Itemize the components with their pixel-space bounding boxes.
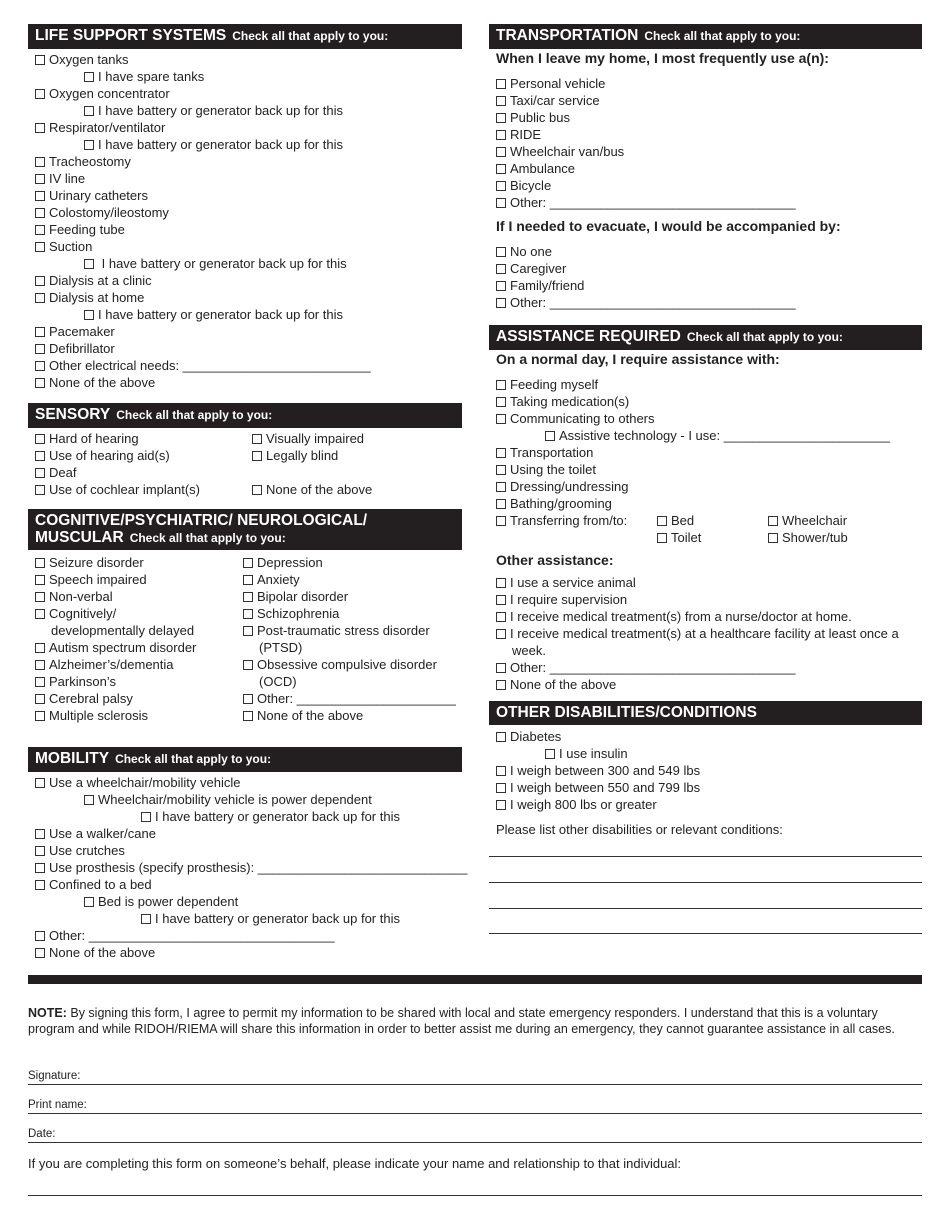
checkbox-item[interactable]: Pacemaker <box>35 323 115 340</box>
checkbox-item[interactable]: Use prosthesis (specify prosthesis): _____________________________ <box>35 859 467 876</box>
checkbox-item[interactable]: I have battery or generator back up for this <box>84 136 343 153</box>
date-label: Date: <box>28 1128 56 1140</box>
checkbox-item[interactable]: None of the above <box>35 944 155 961</box>
checkbox-item[interactable]: Public bus <box>496 109 570 126</box>
checkbox[interactable] <box>35 378 45 388</box>
checkbox[interactable] <box>496 612 506 622</box>
print-name-field[interactable] <box>28 1098 922 1114</box>
divider-bar <box>28 975 922 984</box>
checkbox-item[interactable]: I have battery or generator back up for this <box>84 255 347 272</box>
checkbox-item[interactable]: None of the above <box>252 481 372 498</box>
checkbox[interactable] <box>35 191 45 201</box>
checkbox[interactable] <box>35 276 45 286</box>
checkbox[interactable] <box>496 164 506 174</box>
checkbox[interactable] <box>35 677 45 687</box>
checkbox[interactable] <box>141 914 151 924</box>
checkbox-item[interactable]: Shower/tub <box>768 529 848 546</box>
checkbox-item[interactable]: Wheelchair/mobility vehicle is power dependent <box>84 791 372 808</box>
checkbox-item[interactable]: IV line <box>35 170 85 187</box>
checkbox[interactable] <box>496 281 506 291</box>
checkbox-item[interactable]: Dialysis at home <box>35 289 144 306</box>
checkbox[interactable] <box>141 812 151 822</box>
life-support-header <box>28 24 462 49</box>
checkbox-item[interactable]: Cognitively/ <box>35 605 116 622</box>
checkbox[interactable] <box>35 711 45 721</box>
checkbox-item[interactable]: Cerebral palsy <box>35 690 133 707</box>
write-in-line[interactable] <box>489 856 922 857</box>
print-name-label: Print name: <box>28 1099 87 1111</box>
checkbox[interactable] <box>35 485 45 495</box>
checkbox[interactable] <box>768 533 778 543</box>
checkbox-item[interactable]: Taking medication(s) <box>496 393 629 410</box>
checkbox[interactable] <box>657 533 667 543</box>
checkbox-item-continuation: (PTSD) <box>259 640 303 655</box>
checkbox-item[interactable]: I weigh 800 lbs or greater <box>496 796 657 813</box>
checkbox[interactable] <box>252 451 262 461</box>
checkbox-item[interactable]: RIDE <box>496 126 541 143</box>
checkbox-item[interactable]: Bipolar disorder <box>243 588 348 605</box>
checkbox-item[interactable]: Wheelchair van/bus <box>496 143 624 160</box>
checkbox-item[interactable]: Non-verbal <box>35 588 113 605</box>
note-text: By signing this form, I agree to permit my information to be shared with local and state emergency responders. I understand that this is a voluntary program and while RIDOH/RIEMA will share this information in order to better assist me during an emergency, they cannot guarantee assistance in all cases. <box>28 1006 895 1036</box>
sensory-subtitle: Check all that apply to you: <box>116 408 273 422</box>
mobility-section <box>28 747 468 960</box>
checkbox[interactable] <box>496 766 506 776</box>
consent-note <box>28 1005 922 1037</box>
transportation-subtitle: Check all that apply to you: <box>644 29 801 43</box>
cognitive-title-line1: COGNITIVE/PSYCHIATRIC/ NEUROLOGICAL/ <box>35 512 368 529</box>
checkbox[interactable] <box>35 89 45 99</box>
checkbox[interactable] <box>496 298 506 308</box>
checkbox-item[interactable]: Respirator/ventilator <box>35 119 165 136</box>
checkbox[interactable] <box>496 578 506 588</box>
checkbox[interactable] <box>496 663 506 673</box>
transportation-section <box>489 24 922 310</box>
checkbox-item[interactable]: Taxi/car service <box>496 92 600 109</box>
checkbox[interactable] <box>496 448 506 458</box>
checkbox[interactable] <box>496 516 506 526</box>
checkbox[interactable] <box>496 629 506 639</box>
checkbox-item[interactable]: Schizophrenia <box>243 605 339 622</box>
checkbox[interactable] <box>496 595 506 605</box>
mobility-subtitle: Check all that apply to you: <box>115 752 272 766</box>
checkbox-item[interactable]: Legally blind <box>252 447 338 464</box>
mobility-title: MOBILITY <box>35 750 110 767</box>
checkbox-item[interactable]: Speech impaired <box>35 571 147 588</box>
checkbox-item[interactable]: I have battery or generator back up for this <box>84 102 343 119</box>
cognitive-section <box>28 509 462 723</box>
checkbox[interactable] <box>35 208 45 218</box>
checkbox[interactable] <box>84 106 94 116</box>
behalf-field[interactable] <box>28 1180 922 1196</box>
checkbox-item[interactable]: Deaf <box>35 464 76 481</box>
checkbox[interactable] <box>496 783 506 793</box>
checkbox[interactable] <box>35 225 45 235</box>
checkbox[interactable] <box>496 181 506 191</box>
assistance-section <box>489 325 922 692</box>
checkbox[interactable] <box>243 711 253 721</box>
checkbox-item[interactable]: Transferring from/to: <box>496 512 627 529</box>
checkbox[interactable] <box>35 609 45 619</box>
checkbox[interactable] <box>35 829 45 839</box>
checkbox-item[interactable]: Using the toilet <box>496 461 596 478</box>
mobility-header <box>28 747 462 772</box>
checkbox-item[interactable]: Other: __________________________________ <box>35 927 335 944</box>
checkbox-item[interactable]: Bed <box>657 512 694 529</box>
signature-field[interactable] <box>28 1069 922 1085</box>
checkbox[interactable] <box>35 931 45 941</box>
sensory-section <box>28 403 462 497</box>
checkbox-item[interactable]: Oxygen concentrator <box>35 85 170 102</box>
checkbox[interactable] <box>35 694 45 704</box>
checkbox[interactable] <box>35 558 45 568</box>
checkbox-item[interactable]: Family/friend <box>496 277 584 294</box>
sensory-title: SENSORY <box>35 406 111 423</box>
checkbox[interactable] <box>35 863 45 873</box>
checkbox-item[interactable]: I weigh between 550 and 799 lbs <box>496 779 700 796</box>
checkbox-item[interactable]: I use a service animal <box>496 574 636 591</box>
checkbox-item[interactable]: Ambulance <box>496 160 575 177</box>
checkbox[interactable] <box>496 397 506 407</box>
assistance-subtitle: Check all that apply to you: <box>686 330 843 344</box>
write-in-line[interactable] <box>489 908 922 909</box>
checkbox[interactable] <box>243 694 253 704</box>
checkbox-item[interactable]: Depression <box>243 554 323 571</box>
checkbox[interactable] <box>35 451 45 461</box>
checkbox[interactable] <box>243 558 253 568</box>
checkbox-item[interactable]: Autism spectrum disorder <box>35 639 196 656</box>
checkbox-item[interactable]: Colostomy/ileostomy <box>35 204 169 221</box>
checkbox[interactable] <box>496 414 506 424</box>
checkbox[interactable] <box>496 499 506 509</box>
checkbox[interactable] <box>35 660 45 670</box>
checkbox[interactable] <box>35 242 45 252</box>
checkbox-item[interactable]: I have spare tanks <box>84 68 204 85</box>
checkbox[interactable] <box>243 592 253 602</box>
checkbox-item[interactable]: Wheelchair <box>768 512 847 529</box>
checkbox-item[interactable]: None of the above <box>35 374 155 391</box>
checkbox-item[interactable]: I require supervision <box>496 591 627 608</box>
behalf-prompt: If you are completing this form on someone’s behalf, please indicate your name and relationship to that individual: <box>28 1156 682 1171</box>
checkbox[interactable] <box>768 516 778 526</box>
checkbox[interactable] <box>35 880 45 890</box>
checkbox-item[interactable]: Tracheostomy <box>35 153 131 170</box>
other-disabilities-title: OTHER DISABILITIES/CONDITIONS <box>496 704 757 721</box>
sensory-header <box>28 403 462 428</box>
checkbox[interactable] <box>545 749 555 759</box>
checkbox-item[interactable]: Defibrillator <box>35 340 115 357</box>
checkbox-item[interactable]: I receive medical treatment(s) from a nurse/doctor at home. <box>496 608 852 625</box>
checkbox-item[interactable]: Use of cochlear implant(s) <box>35 481 200 498</box>
other-disabilities-header <box>489 701 922 725</box>
checkbox-item[interactable]: I have battery or generator back up for this <box>141 910 400 927</box>
checkbox-item[interactable]: I weigh between 300 and 549 lbs <box>496 762 700 779</box>
checkbox-item[interactable]: Other: __________________________________ <box>496 194 796 211</box>
transportation-question-1: When I leave my home, I most frequently use a(n): <box>496 50 829 66</box>
transportation-title: TRANSPORTATION <box>496 27 639 44</box>
checkbox-item[interactable]: Feeding myself <box>496 376 598 393</box>
transportation-question-2: If I needed to evacuate, I would be accompanied by: <box>496 218 841 234</box>
checkbox[interactable] <box>496 247 506 257</box>
write-in-line[interactable] <box>489 882 922 883</box>
checkbox[interactable] <box>35 157 45 167</box>
checkbox-item[interactable]: I use insulin <box>545 745 628 762</box>
assistance-title: ASSISTANCE REQUIRED <box>496 328 681 345</box>
checkbox-item[interactable]: Seizure disorder <box>35 554 144 571</box>
cognitive-title-line2: MUSCULAR <box>35 529 124 546</box>
checkbox[interactable] <box>35 174 45 184</box>
checkbox[interactable] <box>496 680 506 690</box>
checkbox-item[interactable]: I have battery or generator back up for this <box>141 808 400 825</box>
checkbox[interactable] <box>545 431 555 441</box>
checkbox[interactable] <box>496 79 506 89</box>
checkbox-item[interactable]: Confined to a bed <box>35 876 152 893</box>
checkbox[interactable] <box>496 482 506 492</box>
checkbox[interactable] <box>35 575 45 585</box>
checkbox-item[interactable]: I receive medical treatment(s) at a healthcare facility at least once a <box>496 625 899 642</box>
checkbox-item[interactable]: No one <box>496 243 552 260</box>
checkbox-item[interactable]: Alzheimer’s/dementia <box>35 656 174 673</box>
assistance-question-1: On a normal day, I require assistance with: <box>496 351 780 367</box>
checkbox[interactable] <box>496 732 506 742</box>
checkbox[interactable] <box>35 592 45 602</box>
life-support-title: LIFE SUPPORT SYSTEMS <box>35 27 227 44</box>
checkbox[interactable] <box>243 609 253 619</box>
checkbox-item[interactable]: Transportation <box>496 444 593 461</box>
checkbox[interactable] <box>84 795 94 805</box>
other-conditions-prompt: Please list other disabilities or relevant conditions: <box>496 822 783 837</box>
checkbox-item[interactable]: Assistive technology - I use: _______________________ <box>545 427 890 444</box>
checkbox-item[interactable]: Suction <box>35 238 92 255</box>
checkbox[interactable] <box>243 575 253 585</box>
life-support-section <box>28 24 462 390</box>
checkbox-item[interactable]: Obsessive compulsive disorder <box>243 656 437 673</box>
checkbox-item[interactable]: Toilet <box>657 529 701 546</box>
checkbox[interactable] <box>496 130 506 140</box>
assistance-question-2: Other assistance: <box>496 552 614 568</box>
checkbox[interactable] <box>84 259 94 269</box>
checkbox[interactable] <box>35 293 45 303</box>
cognitive-header <box>28 509 462 550</box>
checkbox[interactable] <box>35 55 45 65</box>
checkbox[interactable] <box>84 72 94 82</box>
checkbox-item[interactable]: Other: ______________________ <box>243 690 456 707</box>
other-disabilities-section <box>489 701 922 837</box>
checkbox-item[interactable]: Visually impaired <box>252 430 364 447</box>
checkbox[interactable] <box>496 147 506 157</box>
checkbox[interactable] <box>84 897 94 907</box>
checkbox[interactable] <box>243 626 253 636</box>
checkbox-item[interactable]: Hard of hearing <box>35 430 139 447</box>
write-in-line[interactable] <box>489 933 922 934</box>
checkbox[interactable] <box>84 310 94 320</box>
checkbox[interactable] <box>35 434 45 444</box>
note-label: NOTE: <box>28 1006 67 1020</box>
checkbox[interactable] <box>35 778 45 788</box>
date-field[interactable] <box>28 1127 922 1143</box>
checkbox-item[interactable]: Personal vehicle <box>496 75 605 92</box>
checkbox-item[interactable]: Multiple sclerosis <box>35 707 148 724</box>
checkbox-item[interactable]: Other electrical needs: __________________________ <box>35 357 371 374</box>
checkbox[interactable] <box>35 327 45 337</box>
checkbox-item[interactable]: Caregiver <box>496 260 566 277</box>
checkbox-item[interactable]: Other: __________________________________ <box>496 294 796 311</box>
checkbox[interactable] <box>496 113 506 123</box>
cognitive-subtitle: Check all that apply to you: <box>129 531 286 545</box>
checkbox-item[interactable]: Bed is power dependent <box>84 893 238 910</box>
checkbox-item[interactable]: Parkinson’s <box>35 673 116 690</box>
checkbox-item[interactable]: Bicycle <box>496 177 551 194</box>
signature-label: Signature: <box>28 1070 81 1082</box>
checkbox-item[interactable]: Dialysis at a clinic <box>35 272 152 289</box>
assistance-header <box>489 325 922 350</box>
checkbox-item[interactable]: Use a wheelchair/mobility vehicle <box>35 774 240 791</box>
life-support-subtitle: Check all that apply to you: <box>232 29 389 43</box>
checkbox-item[interactable]: Oxygen tanks <box>35 51 129 68</box>
checkbox[interactable] <box>496 800 506 810</box>
checkbox[interactable] <box>657 516 667 526</box>
checkbox[interactable] <box>496 96 506 106</box>
checkbox[interactable] <box>496 198 506 208</box>
checkbox-item[interactable]: Feeding tube <box>35 221 125 238</box>
checkbox[interactable] <box>35 468 45 478</box>
checkbox-item[interactable]: None of the above <box>496 676 616 693</box>
checkbox-item[interactable]: Diabetes <box>496 728 561 745</box>
checkbox-item-continuation: (OCD) <box>259 674 297 689</box>
checkbox[interactable] <box>35 123 45 133</box>
checkbox[interactable] <box>35 361 45 371</box>
checkbox-item-continuation: week. <box>512 643 546 658</box>
checkbox-item[interactable]: Urinary catheters <box>35 187 148 204</box>
checkbox[interactable] <box>496 380 506 390</box>
checkbox[interactable] <box>496 264 506 274</box>
checkbox-item[interactable]: Communicating to others <box>496 410 655 427</box>
checkbox-item[interactable]: Use of hearing aid(s) <box>35 447 170 464</box>
checkbox-item[interactable]: Use crutches <box>35 842 125 859</box>
checkbox[interactable] <box>252 434 262 444</box>
transportation-header <box>489 24 922 49</box>
checkbox[interactable] <box>243 660 253 670</box>
checkbox-item[interactable]: I have battery or generator back up for this <box>84 306 343 323</box>
checkbox[interactable] <box>35 846 45 856</box>
checkbox[interactable] <box>496 465 506 475</box>
checkbox[interactable] <box>35 948 45 958</box>
checkbox-item[interactable]: Dressing/undressing <box>496 478 629 495</box>
checkbox-item[interactable]: Anxiety <box>243 571 300 588</box>
checkbox[interactable] <box>252 485 262 495</box>
checkbox-item-continuation: developmentally delayed <box>51 623 195 638</box>
checkbox-item[interactable]: Post-traumatic stress disorder <box>243 622 430 639</box>
checkbox[interactable] <box>84 140 94 150</box>
checkbox-item[interactable]: Other: __________________________________ <box>496 659 796 676</box>
checkbox-item[interactable]: None of the above <box>243 707 363 724</box>
checkbox-item[interactable]: Bathing/grooming <box>496 495 612 512</box>
checkbox[interactable] <box>35 643 45 653</box>
checkbox[interactable] <box>35 344 45 354</box>
checkbox-item[interactable]: Use a walker/cane <box>35 825 156 842</box>
